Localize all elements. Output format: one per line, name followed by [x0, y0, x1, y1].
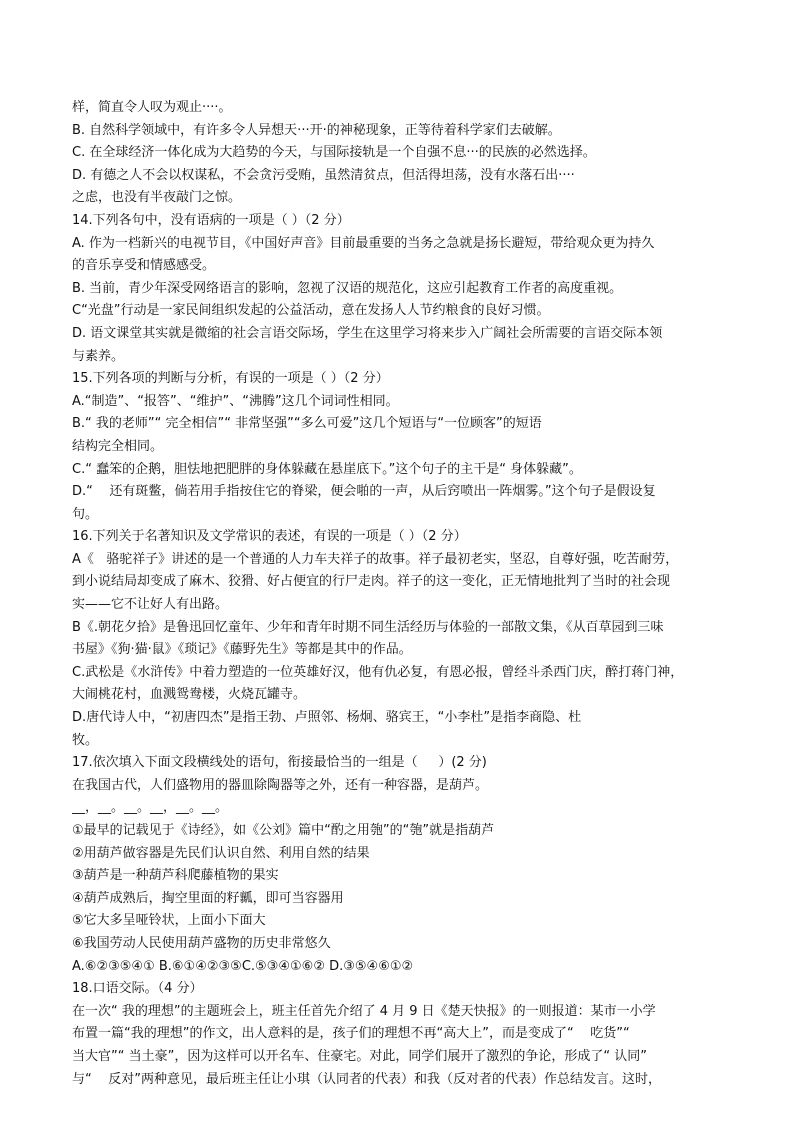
option-b-15: B.“ 我的老师”“ 完全相信”“ 非常坚强”“多么可爱”这几个短语与“一位顾客”的短语 — [72, 416, 542, 432]
sentence-4: ④葫芦成熟后，掏空里面的籽瓤，即可当容器用 — [72, 890, 344, 906]
text-line: 书屋》《狗·猫·鼠》《琐记》《藤野先生》等都是其中的作品。 — [72, 642, 412, 658]
option-c-16: C.武松是《水浒传》中着力塑造的一位英雄好汉，他有仇必复，有恩必报，曾经斗杀西门庆，醉打蒋门神， — [72, 664, 684, 680]
option-d-14: D. 语文课堂其实就是微缩的社会言语交际场，学生在这里学习将来步入广阔社会所需要的言语交际本领 — [72, 325, 663, 341]
sentence-5: ⑤它大多呈哑铃状，上面小下面大 — [72, 913, 266, 929]
sentence-6: ⑥我国劳动人民使用葫芦盛物的历史非常悠久 — [72, 935, 331, 951]
document-body — [72, 97, 727, 1091]
text-line: 实——它不让好人有出路。 — [72, 597, 229, 613]
sentence-3: ③葫芦是一种葫芦科爬藤植物的果实 — [72, 868, 279, 884]
text-line: 结构完全相同。 — [72, 438, 164, 454]
text-line: 之虑，也没有半夜敲门之惊。 — [72, 190, 242, 206]
text-line: 的音乐享受和情感感受。 — [72, 258, 216, 274]
option-d-16: D.唐代诗人中，“初唐四杰”是指王勃、卢照邻、杨炯、骆宾王，“小李杜”是指李商隐、杜 — [72, 710, 582, 726]
sentence-2: ②用葫芦做容器是先民们认识自然、利用自然的结果 — [72, 845, 370, 861]
option-c-13: C. 在全球经济一体化成为大趋势的今天，与国际接轨是一个自强不息···的民族的必然选择。 — [72, 145, 596, 161]
question-17: 17.依次填入下面文段横线处的语句，衔接最恰当的一组是（ ）(2 分) — [72, 755, 487, 771]
option-d-15: D.“ 还有斑鳖，倘若用手指按住它的脊梁，便会啪的一声，从后窍喷出一阵烟雾。”这个句子是假设复 — [72, 484, 656, 500]
text-line: 句。 — [72, 506, 99, 522]
text-line: 布置一篇“我的理想”的作文，出人意料的是，孩子们的理想不再“高大上”，而是变成了“ 吃货”“ — [72, 1026, 630, 1042]
option-c-15: C.“ 蠢笨的企鹅，胆怯地把肥胖的身体躲藏在悬崖底下。”这个句子的主干是“ 身体躲藏”。 — [72, 461, 582, 477]
sentence-1: ①最早的记载见于《诗经》，如《公刘》篇中“酌之用匏”的“匏”就是指葫芦 — [72, 823, 495, 838]
option-d-13: D. 有德之人不会以权谋私，不会贪污受贿，虽然清贫点，但活得坦荡，没有水落石出···· — [72, 167, 575, 183]
answer-options-17: A.⑥②③⑤④① B.⑥①④②③⑤C.⑤③④①⑥② D.③⑤④⑥①② — [72, 958, 414, 974]
question-18: 18.口语交际。（4 分） — [72, 981, 203, 997]
question-18-passage: 在一次“ 我的理想”的主题班会上，班主任首先介绍了 4 月 9 日《楚天快报》的一则报道：某市一小学 — [72, 1003, 656, 1019]
question-15: 15.下列各项的判断与分析，有误的一项是（ ）（2 分） — [72, 371, 389, 387]
question-17-passage: 在我国古代，人们盛物用的器皿除陶器等之外，还有一种容器，是葫芦。 — [72, 777, 489, 793]
text-line: 大闹桃花村，血溅鸳鸯楼，火烧瓦罐寺。 — [72, 687, 307, 703]
question-14: 14.下列各句中，没有语病的一项是（ ）（2 分） — [72, 212, 350, 228]
option-b-13: B. 自然科学领域中，有许多令人异想天···开·的神秘现象，正等待着科学家们去破解。 — [72, 122, 561, 138]
text-line: 与“ 反对”两种意见，最后班主任让小琪（认同者的代表）和我（反对者的代表）作总结发言。这时， — [72, 1071, 661, 1087]
text-line: 当大官”“ 当土豪”，因为这样可以开名车、住豪宅。对此，同学们展开了激烈的争论，形成了“ 认同” — [72, 1048, 647, 1064]
option-b-16: B《.朝花夕拾》是鲁迅回忆童年、少年和青年时期不同生活经历与体验的一部散文集，《从百草园到三味 — [72, 619, 664, 635]
blank-line: __，__。__。__，__。__。 — [72, 800, 229, 816]
option-b-14: B. 当前，青少年深受网络语言的影响，忽视了汉语的规范化，这应引起教育工作者的高度重视。 — [72, 280, 623, 296]
text-line: 到小说结局却变成了麻木、狡猾、好占便宜的行尸走肉。祥子的这一变化，正无情地批判了当时的社会现 — [72, 574, 671, 590]
option-a-14: A. 作为一档新兴的电视节目，《中国好声音》目前最重要的当务之急就是扬长避短，带给观众更为持久 — [72, 235, 655, 251]
text-line: 牧。 — [72, 732, 99, 748]
option-a-16: A《 骆驼祥子》讲述的是一个普通的人力车夫祥子的故事。祥子最初老实，坚忍，自尊好强，吃苦耐劳， — [72, 551, 679, 567]
text-line: 样，简直令人叹为观止····。 — [72, 100, 232, 115]
option-c-14: C“光盘”行动是一家民间组织发起的公益活动，意在发扬人人节约粮食的良好习惯。 — [72, 303, 550, 319]
text-line: 与素养。 — [72, 348, 125, 364]
option-a-15: A.“制造”、“报答”、“维护”、“沸腾”这几个词词性相同。 — [72, 393, 399, 409]
question-16: 16.下列关于名著知识及文学常识的表述，有误的一项是（ ）（2 分） — [72, 529, 467, 545]
